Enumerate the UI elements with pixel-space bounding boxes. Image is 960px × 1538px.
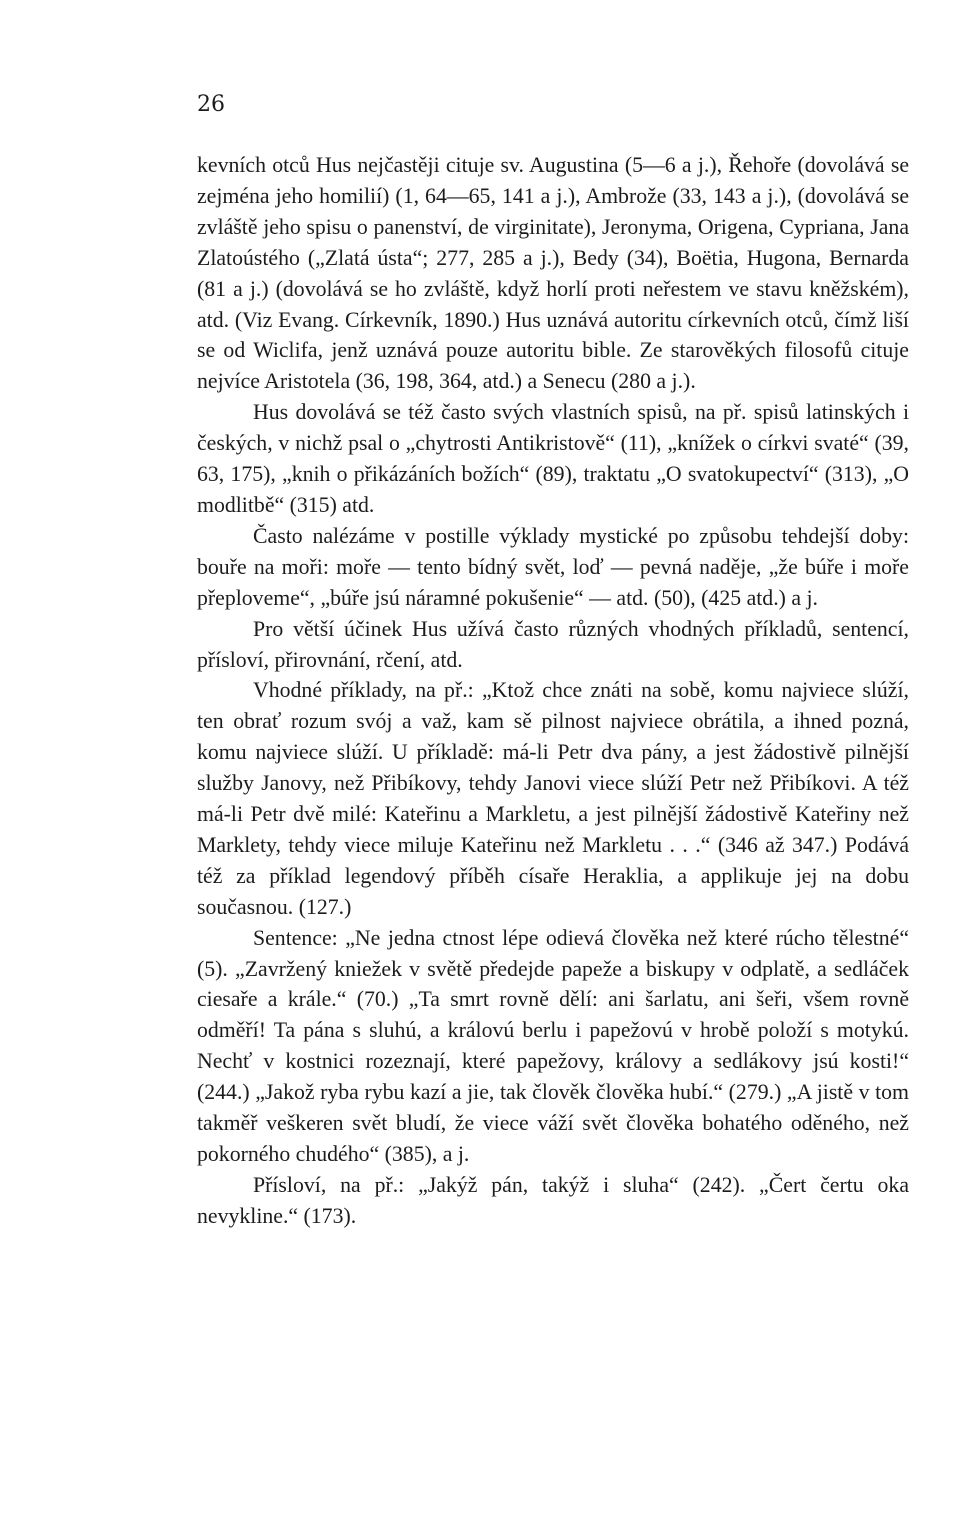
paragraph: Pro větší účinek Hus užívá často různých vhodných příkladů, sentencí, přísloví, přirovnání, rčení, atd.	[197, 616, 909, 672]
paragraph: Přísloví, na př.: „Jakýž pán, takýž i sluha“ (242). „Čert čertu oka nevykline.“ (173).	[197, 1172, 909, 1228]
page-number: 26	[197, 92, 225, 117]
paragraph: Sentence: „Ne jedna ctnost lépe odievá člověka než které rúcho tělestné“ (5). „Zavržený kniežek v světě předejde papeže a biskupy v odplatě, a sedláček ciesaře a krále.“ (70.) „Ta smrt rovně dělí: ani šarlatu, ani šeři, všem rovně odměří! Ta pána s sluhú, a královú berlu i papežovú v hrobě položí s motykú. Nechť v kostnici rozeznají, které papežovy, královy a sedlákovy jsú kosti!“ (244.) „Jakož ryba rybu kazí a jie, tak člověk člověka hubí.“ (279.) „A jistě v tom takměř veškeren svět bludí, že viece váží svět člověka bohatého oděného, než pokorného chudého“ (385), a j.	[197, 925, 909, 1166]
paragraph: Často nalézáme v postille výklady mystické po způsobu tehdejší doby: bouře na moři: moře — tento bídný svět, loď — pevná naděje, „že búře i moře přeploveme“, „búře jsú náramné pokušenie“ — atd. (50), (425 atd.) a j.	[197, 523, 909, 610]
paragraph: Vhodné příklady, na př.: „Ktož chce znáti na sobě, komu najviece slúží, ten obrať rozum svój a važ, kam sě pilnost najviece obrátila, a ihned pozná, komu najviece slúží. U příkladě: má-li Petr dva pány, a jest žádostivě pilnější služby Janovy, než Přibíkovy, tehdy Janovi viece slúží Petr než Přibíkovi. A též má-li Petr dvě milé: Kateřinu a Markletu, a jest pilnější žádostivě Kateřiny než Marklety, tehdy viece miluje Kateřinu než Markletu . . .“ (346 až 347.) Podává též za příklad legendový příběh císaře Heraklia, a applikuje jej na dobu současnou. (127.)	[197, 678, 909, 919]
paragraph: Hus dovolává se též často svých vlastních spisů, na př. spisů latinských i českých, v nichž psal o „chytrosti Antikristově“ (11), „knížek o církvi svaté“ (39, 63, 175), „knih o přikázáních božích“ (89), traktatu „O svatokupectví“ (313), „O modlitbě“ (315) atd.	[197, 400, 909, 517]
body-text	[197, 150, 909, 1232]
paragraph: kevních otců Hus nejčastěji cituje sv. Augustina (5—6 a j.), Řehoře (dovolává se zejména jeho homilií) (1, 64—65, 141 a j.), Ambrože (33, 143 a j.), (dovolává se zvláště jeho spisu o panenství, de virginitate), Jeronyma, Origena, Cypriana, Jana Zlatoústého („Zlatá ústa“; 277, 285 a j.), Bedy (34), Boëtia, Hugona, Bernarda (81 a j.) (dovolává se ho zvláště, když horlí proti neřestem ve stavu kněžském), atd. (Viz Evang. Církevník, 1890.) Hus uznává autoritu církevních otců, čímž liší se od Wiclifa, jenž uznává pouze autoritu bible. Ze starověkých filosofů cituje nejvíce Aristotela (36, 198, 364, atd.) a Senecu (280 a j.).	[197, 153, 909, 394]
